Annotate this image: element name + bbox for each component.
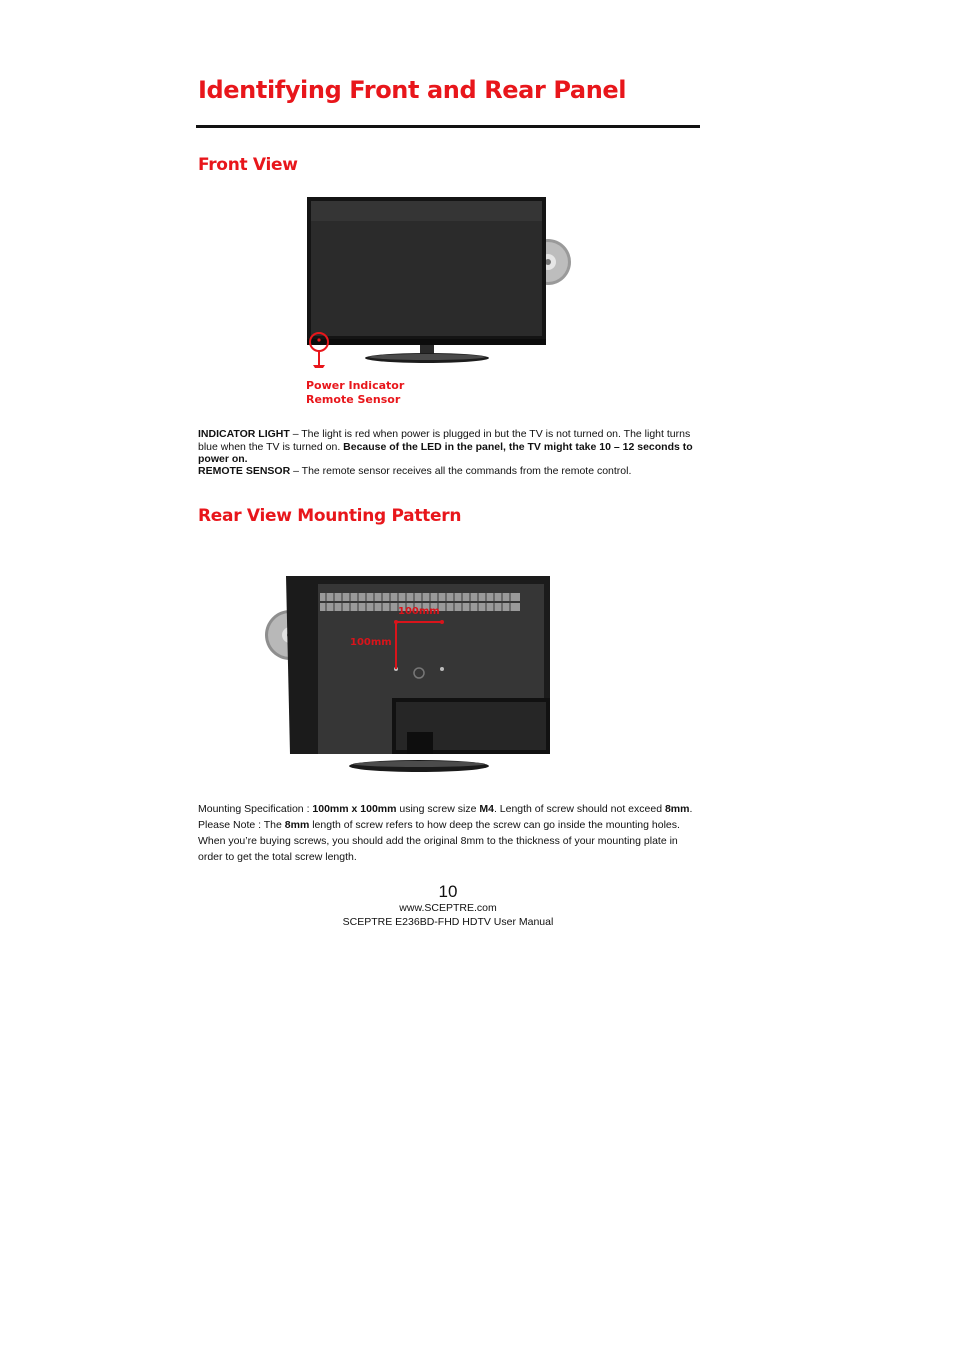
tv-screen (311, 201, 542, 336)
spec-text-5: length of screw refers to how deep the screw can go inside the mounting holes. When you’re buying screws, you should add the original 8mm to the thickness of your mounting plate in order to get the total screw length. (198, 819, 680, 863)
indicator-light-paragraph (198, 428, 698, 466)
rear-view-heading: Rear View Mounting Pattern (198, 506, 462, 526)
spec-screw-length-note: 8mm (284, 819, 310, 831)
spec-pattern-size: 100mm x 100mm (312, 803, 397, 815)
page-title: Identifying Front and Rear Panel (198, 76, 627, 104)
spec-text-3: . Length of screw should not exceed (493, 803, 665, 815)
rear-view-tv-image (262, 572, 562, 774)
remote-sensor-paragraph (198, 465, 698, 478)
footer-manual-title: SCEPTRE E236BD-FHD HDTV User Manual (342, 916, 554, 928)
spec-text-2: using screw size (396, 803, 480, 815)
title-rule (196, 125, 700, 128)
indicator-light-note: Because of the LED in the panel, the TV might take 10 – 12 seconds to power on. (198, 440, 693, 465)
remote-sensor-text: – The remote sensor receives all the commands from the remote control. (290, 465, 632, 477)
spec-screw-size: M4 (479, 803, 494, 815)
spec-text-1: Mounting Specification : (198, 803, 313, 815)
dimension-label-horizontal: 100mm (398, 606, 440, 617)
callout-power-indicator: Power Indicator (306, 379, 405, 392)
power-indicator-callout (306, 379, 404, 407)
remote-sensor-label: REMOTE SENSOR (198, 465, 291, 477)
page-number: 10 (438, 882, 458, 901)
mounting-specification-paragraph (198, 801, 698, 865)
indicator-light-text: – The light is red when power is plugged in but the TV is not turned on. The light turns blue when the TV is turned on. (198, 428, 691, 453)
spec-screw-length: 8mm (664, 803, 690, 815)
front-view-heading: Front View (198, 155, 298, 175)
indicator-light-label: INDICATOR LIGHT (198, 428, 290, 440)
spec-text-4: . Please Note : The (198, 803, 693, 831)
footer-website: www.SCEPTRE.com (399, 902, 497, 914)
front-view-tv-image (300, 192, 580, 368)
tv-stand-neck (420, 345, 434, 354)
dimension-label-vertical: 100mm (350, 637, 392, 648)
callout-remote-sensor: Remote Sensor (306, 393, 401, 406)
tv-stand-neck (407, 732, 433, 754)
